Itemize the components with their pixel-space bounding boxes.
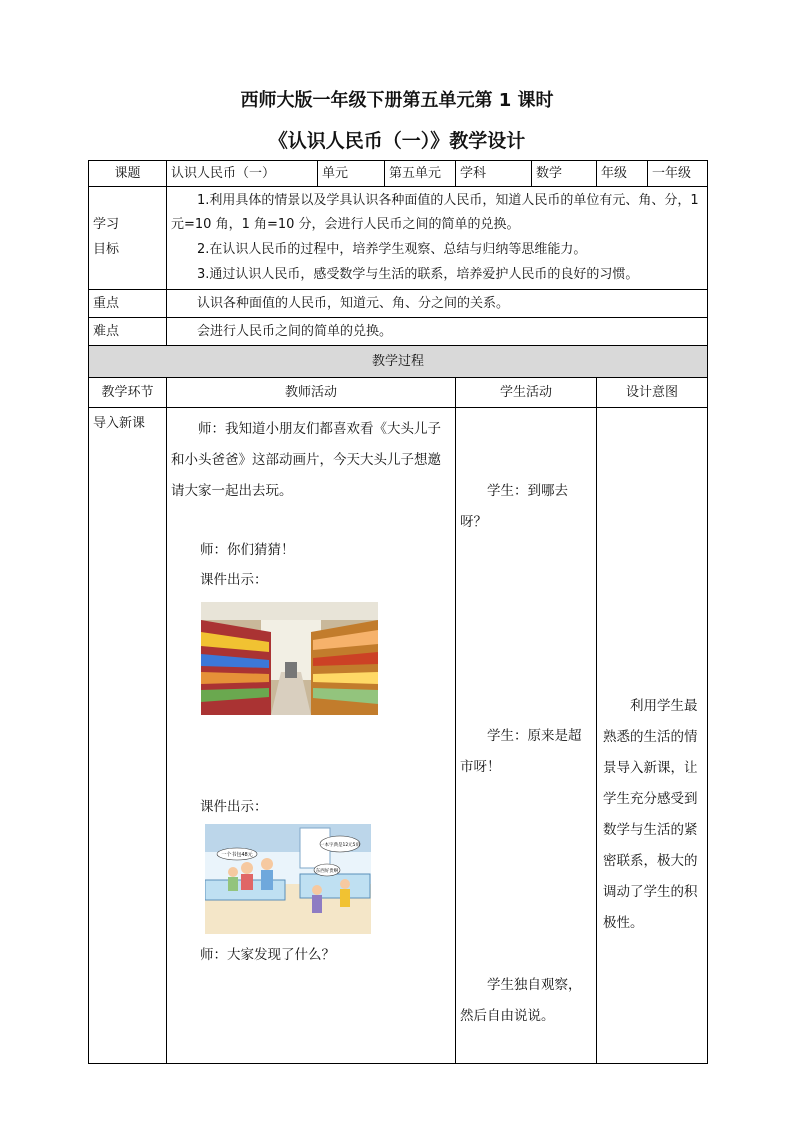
doc-title-line1: 西师大版一年级下册第五单元第 1 课时 [240, 90, 554, 111]
teacher-para-5: 师：大家发现了什么？ [200, 947, 335, 963]
teacher-para-2: 师：你们猜猜！ [200, 542, 295, 558]
goal-item-1: 1.利用具体的情景以及学具认识各种面值的人民币，知道人民币的单位有元、角、分，1 元=10 角，1 角=10 分，会进行人民币之间的简单的兑换。 [171, 192, 699, 233]
grade-label: 年级 [597, 161, 648, 187]
student-activity [456, 408, 597, 1064]
key-point-value: 认识各种面值的人民币，知道元、角、分之间的关系。 [167, 290, 708, 318]
goals-label: 学习目标 [89, 187, 167, 290]
intent-text: 利用学生最熟悉的生活的情景导入新课，让学生充分感受到数学与生活的紧密联系，极大的调动了学生的积极性。 [603, 698, 698, 931]
design-intent [597, 408, 708, 1064]
key-point-label: 重点 [89, 290, 167, 318]
difficulty-label: 难点 [89, 318, 167, 346]
col-stage: 教学环节 [89, 378, 167, 408]
student-item-1: 学生：到哪去呀？ [460, 483, 568, 530]
subject-value: 数学 [532, 161, 597, 187]
student-item-2: 学生：原来是超市呀！ [460, 728, 582, 775]
process-header: 教学过程 [89, 346, 708, 378]
difficulty-value: 会进行人民币之间的简单的兑换。 [167, 318, 708, 346]
cartoon-store-illustration [205, 824, 371, 934]
bubble-right-text: 一本字典是12元5角 [319, 843, 361, 848]
teacher-para-1: 师：我知道小朋友们都喜欢看《大头儿子和小头爸爸》这部动画片，今天大头儿子想邀请大家一起出去玩。 [171, 421, 441, 499]
goals-content [167, 187, 708, 290]
topic-value: 认识人民币（一） [167, 161, 318, 187]
topic-label: 课题 [89, 161, 167, 187]
col-intent: 设计意图 [597, 378, 708, 408]
bubble-mid-text: 东西好贵啊 [315, 869, 339, 874]
goal-item-3: 3.通过认识人民币，感受数学与生活的联系，培养爱护人民币的良好的习惯。 [197, 266, 639, 282]
teacher-para-4: 课件出示： [200, 799, 268, 815]
teacher-para-3: 课件出示： [200, 572, 268, 588]
col-student: 学生活动 [456, 378, 597, 408]
subject-label: 学科 [456, 161, 532, 187]
unit-label: 单元 [318, 161, 385, 187]
supermarket-photo [201, 602, 378, 715]
doc-title-line2: 《认识人民币（一）》教学设计 [268, 130, 526, 152]
goal-item-2: 2.在认识人民币的过程中，培养学生观察、总结与归纳等思维能力。 [197, 242, 587, 257]
teacher-activity [167, 408, 456, 1064]
stage-cell: 导入新课 [89, 408, 167, 1064]
unit-value: 第五单元 [385, 161, 456, 187]
student-item-3: 学生独自观察，然后自由说说。 [460, 977, 582, 1024]
grade-value: 一年级 [648, 161, 708, 187]
bubble-left-text: 一个书包48元 [221, 852, 253, 858]
col-teacher: 教师活动 [167, 378, 456, 408]
lesson-plan-table [88, 160, 708, 1064]
